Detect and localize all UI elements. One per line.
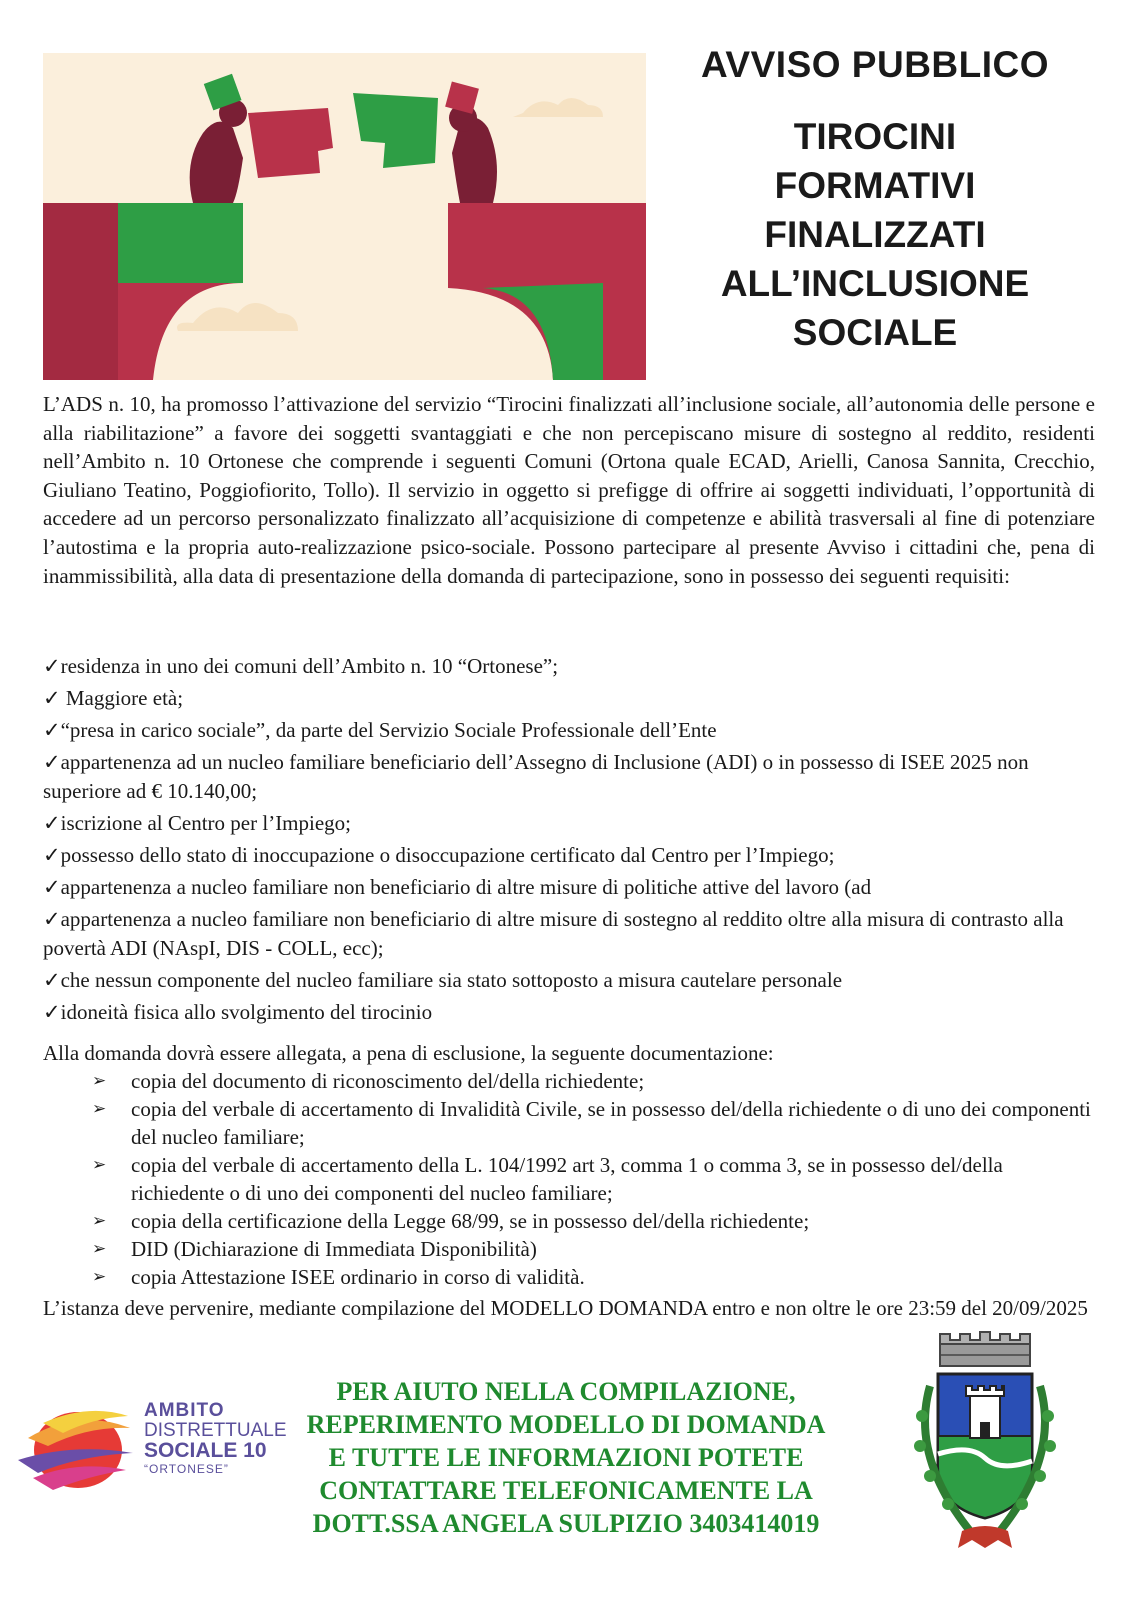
documents-list (92, 1067, 1092, 1291)
subtitle-line: SOCIALE (792, 312, 958, 353)
help-line: E TUTTE LE INFORMAZIONI POTETE (328, 1443, 804, 1472)
check-icon: ✓ (43, 686, 61, 710)
arrow-bullet-icon: ➢ (92, 1155, 107, 1175)
arrow-bullet-icon: ➢ (92, 1211, 107, 1231)
arrow-bullet-icon: ➢ (92, 1099, 107, 1119)
puzzle-bridge-icon (43, 53, 646, 380)
intro-paragraph: L’ADS n. 10, ha promosso l’attivazione del servizio “Tirocini finalizzati all’inclusione sociale, all’autonomia delle persone e alla riabilitazione” a favore dei soggetti svantaggiati e che non percepiscano misure di sostegno al reddito, residenti nell’Ambito n. 10 Ortonese che comprende i seguenti Comuni (Ortona quale ECAD, Arielli, Canosa Sannita, Crecchio, Giuliano Teatino, Poggiofiorito, Tollo). Il servizio in oggetto si prefigge di offrire ai soggetti individuati, l’opportunità di accedere ad un percorso personalizzato finalizzato all’acquisizione di competenze e abilità trasversali al fine di potenziare l’autostima e la propria auto-realizzazione psico-sociale. Possono partecipare al presente Avviso i cittadini che, pena di inammissibilità, alla data di presentazione della domanda di partecipazione, sono in possesso dei seguenti requisiti: (43, 392, 1095, 588)
requirement-text: “presa in carico sociale”, da parte del Servizio Sociale Professionale dell’Ente (60, 718, 717, 742)
arrow-bullet-icon: ➢ (92, 1239, 107, 1259)
document-item (92, 1263, 1092, 1291)
arrow-bullet-icon: ➢ (92, 1071, 107, 1091)
ambito-swirl-icon (18, 1398, 140, 1498)
requirement-item (43, 841, 1103, 870)
requirement-text: residenza in uno dei comuni dell’Ambito n. 10 “Ortonese”; (60, 654, 559, 678)
arrow-bullet-icon: ➢ (92, 1267, 107, 1287)
document-text: copia del documento di riconoscimento del/della richiedente; (131, 1069, 645, 1093)
subtitle-line: ALL’INCLUSIONE (720, 263, 1030, 304)
coat-of-arms (900, 1326, 1070, 1556)
help-line: CONTATTARE TELEFONICAMENTE LA (319, 1476, 813, 1505)
check-icon: ✓ (43, 968, 61, 992)
requirement-item (43, 905, 1103, 963)
check-icon: ✓ (43, 750, 61, 774)
page-subtitle (660, 112, 1090, 357)
check-icon: ✓ (43, 811, 61, 835)
requirement-item (43, 716, 1103, 745)
document-item (92, 1095, 1092, 1151)
check-icon: ✓ (43, 718, 61, 742)
title-block (660, 44, 1090, 357)
subtitle-line: TIROCINI (793, 116, 957, 157)
requirement-item (43, 873, 1103, 902)
requirements-list (43, 652, 1103, 1030)
requirement-item (43, 966, 1103, 995)
requirement-item (43, 998, 1103, 1027)
crest-icon (900, 1326, 1070, 1556)
hero-illustration (43, 53, 646, 380)
document-text: copia Attestazione ISEE ordinario in corso di validità. (131, 1265, 585, 1289)
check-icon: ✓ (43, 843, 61, 867)
document-text: copia della certificazione della Legge 68/99, se in possesso del/della richiedente; (131, 1209, 810, 1233)
requirement-text: che nessun componente del nucleo familiare sia stato sottoposto a misura cautelare personale (60, 968, 843, 992)
document-text: copia del verbale di accertamento della L. 104/1992 art 3, comma 1 o comma 3, se in possesso del/della richiedente o di uno dei componenti del nucleo familiare; (131, 1153, 1003, 1205)
subtitle-line: FORMATIVI (774, 165, 976, 206)
help-line: PER AIUTO NELLA COMPILAZIONE, (336, 1377, 796, 1406)
document-text: DID (Dichiarazione di Immediata Disponibilità) (131, 1237, 537, 1261)
logo-line: DISTRETTUALE (144, 1420, 287, 1441)
document-item (92, 1067, 1092, 1095)
requirement-text: idoneità fisica allo svolgimento del tirocinio (60, 1000, 433, 1024)
logo-line: “ORTONESE” (144, 1462, 229, 1476)
help-line: REPERIMENTO MODELLO DI DOMANDA (306, 1410, 826, 1439)
requirement-item (43, 809, 1103, 838)
requirement-item (43, 652, 1103, 681)
logo-line: AMBITO (144, 1400, 225, 1421)
ambito-logo (18, 1398, 287, 1498)
requirement-text: Maggiore età; (60, 686, 184, 710)
document-text: copia del verbale di accertamento di Invalidità Civile, se in possesso del/della richiedente o di uno dei componenti del nucleo familiare; (131, 1097, 1091, 1149)
requirement-item (43, 684, 1103, 713)
check-icon: ✓ (43, 1000, 61, 1024)
requirement-item (43, 748, 1103, 806)
requirement-text: appartenenza ad un nucleo familiare beneficiario dell’Assegno di Inclusione (ADI) o in possesso di ISEE 2025 non superiore ad € 10.140,00; (43, 750, 1029, 803)
deadline-paragraph: L’istanza deve pervenire, mediante compilazione del MODELLO DOMANDA entro e non oltre le ore 23:59 del 20/09/2025 (43, 1296, 1088, 1320)
requirement-text: appartenenza a nucleo familiare non beneficiario di altre misure di sostegno al reddito oltre alla misura di contrasto alla povertà ADI (NAspI, DIS - COLL, ecc); (43, 907, 1064, 960)
document-item (92, 1151, 1092, 1207)
help-contact (280, 1375, 852, 1540)
check-icon: ✓ (43, 654, 61, 678)
requirement-text: iscrizione al Centro per l’Impiego; (60, 811, 352, 835)
ambito-logo-text (144, 1401, 287, 1476)
requirement-text: appartenenza a nucleo familiare non beneficiario di altre misure di politiche attive del lavoro (ad (60, 875, 872, 899)
document-item (92, 1207, 1092, 1235)
logo-line: SOCIALE 10 (144, 1439, 267, 1462)
check-icon: ✓ (43, 875, 61, 899)
documents-intro: Alla domanda dovrà essere allegata, a pena di esclusione, la seguente documentazione: (43, 1041, 774, 1065)
check-icon: ✓ (43, 907, 61, 931)
page-title: AVVISO PUBBLICO (700, 44, 1050, 85)
help-line: DOTT.SSA ANGELA SULPIZIO 3403414019 (312, 1509, 820, 1538)
document-item (92, 1235, 1092, 1263)
requirement-text: possesso dello stato di inoccupazione o disoccupazione certificato dal Centro per l’Impiego; (60, 843, 835, 867)
subtitle-line: FINALIZZATI (764, 214, 986, 255)
